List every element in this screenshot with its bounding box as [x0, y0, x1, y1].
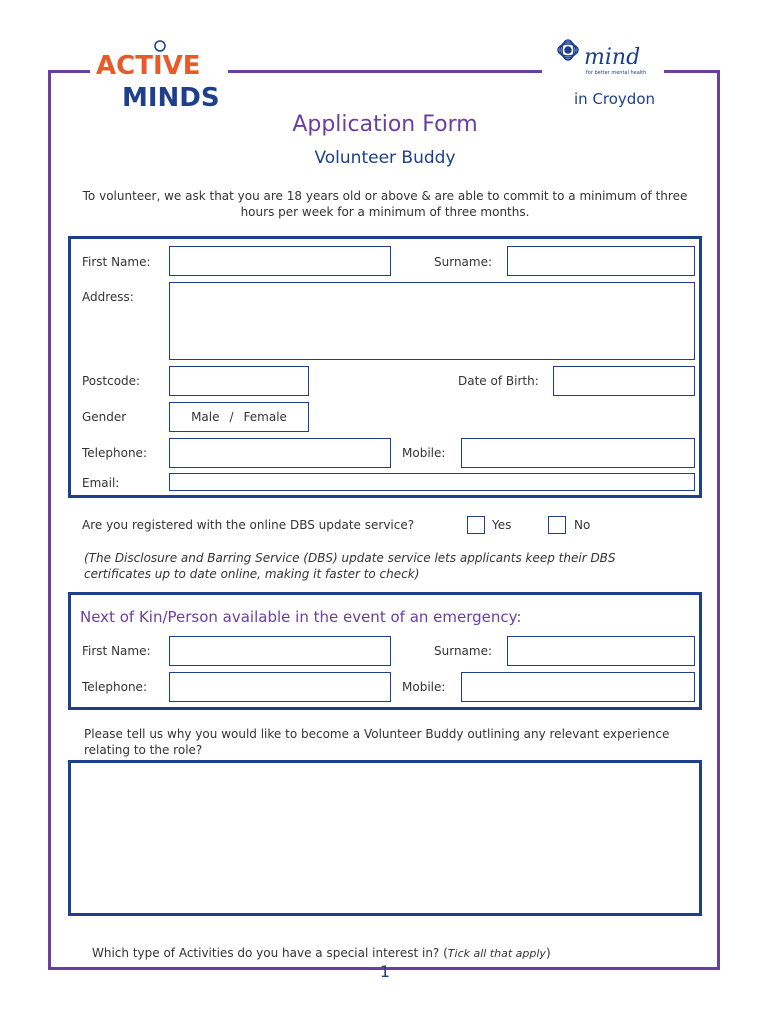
gender-label: Gender — [82, 410, 127, 424]
activities-question-text: Which type of Activities do you have a special interest in? ( — [92, 946, 448, 960]
activities-question — [92, 946, 551, 960]
why-question: Please tell us why you would like to become a Volunteer Buddy outlining any relevant experience relating to the role? — [84, 727, 670, 757]
email-field[interactable] — [169, 473, 695, 491]
dob-label: Date of Birth: — [458, 374, 539, 388]
dbs-note: (The Disclosure and Barring Service (DBS) update service lets applicants keep their DBS certificates up to date online, making it faster to check) — [84, 551, 616, 581]
gender-separator: / — [229, 410, 234, 424]
kin-telephone-label: Telephone: — [82, 680, 147, 694]
first-name-field[interactable] — [169, 246, 391, 276]
kin-mobile-field[interactable] — [461, 672, 695, 702]
logo-right-tagline: for better mental health — [586, 70, 647, 76]
page-number: 1 — [379, 962, 391, 981]
address-label: Address: — [82, 290, 134, 304]
logo-left-line2: MINDS — [122, 83, 220, 112]
dbs-question: Are you registered with the online DBS update service? — [82, 518, 415, 532]
active-minds-logo — [92, 40, 222, 112]
mind-croydon-logo — [548, 36, 664, 112]
postcode-label: Postcode: — [82, 374, 141, 388]
frame-top-mid — [228, 70, 542, 73]
kin-telephone-field[interactable] — [169, 672, 391, 702]
logo-right-brand: mind — [584, 45, 641, 70]
kin-first-name-label: First Name: — [82, 644, 151, 658]
first-name-label: First Name: — [82, 255, 151, 269]
kin-surname-label: Surname: — [434, 644, 493, 658]
surname-field[interactable] — [507, 246, 695, 276]
kin-first-name-field[interactable] — [169, 636, 391, 666]
gender-male[interactable]: Male — [191, 410, 220, 424]
activities-close: ) — [545, 946, 551, 960]
email-label: Email: — [82, 476, 120, 490]
frame-top-left — [48, 70, 90, 73]
mobile-field[interactable] — [461, 438, 695, 468]
surname-label: Surname: — [434, 255, 493, 269]
why-answer-field[interactable] — [68, 760, 702, 916]
page-subtitle: Volunteer Buddy — [314, 148, 456, 168]
gender-options[interactable] — [169, 402, 309, 432]
kin-surname-field[interactable] — [507, 636, 695, 666]
mobile-label: Mobile: — [402, 446, 446, 460]
frame-top-right — [664, 70, 720, 73]
logo-right-location: in Croydon — [574, 90, 656, 108]
dbs-yes-label: Yes — [492, 518, 512, 532]
dbs-no-checkbox[interactable] — [548, 516, 566, 534]
postcode-field[interactable] — [169, 366, 309, 396]
page-title: Application Form — [292, 112, 478, 137]
next-of-kin-heading: Next of Kin/Person available in the event of an emergency: — [80, 608, 522, 626]
logo-left-line1: ACTIVE — [96, 51, 201, 81]
kin-mobile-label: Mobile: — [402, 680, 446, 694]
dbs-no-label: No — [574, 518, 591, 532]
address-field[interactable] — [169, 282, 695, 360]
flower-icon — [557, 39, 580, 62]
telephone-field[interactable] — [169, 438, 391, 468]
gender-female[interactable]: Female — [243, 410, 287, 424]
dbs-yes-checkbox[interactable] — [467, 516, 485, 534]
intro-text: To volunteer, we ask that you are 18 years old or above & are able to commit to a minimum of three hours per week for a minimum of three months. — [82, 189, 688, 219]
dob-field[interactable] — [553, 366, 695, 396]
telephone-label: Telephone: — [82, 446, 147, 460]
activities-hint: Tick all that apply — [447, 947, 546, 960]
